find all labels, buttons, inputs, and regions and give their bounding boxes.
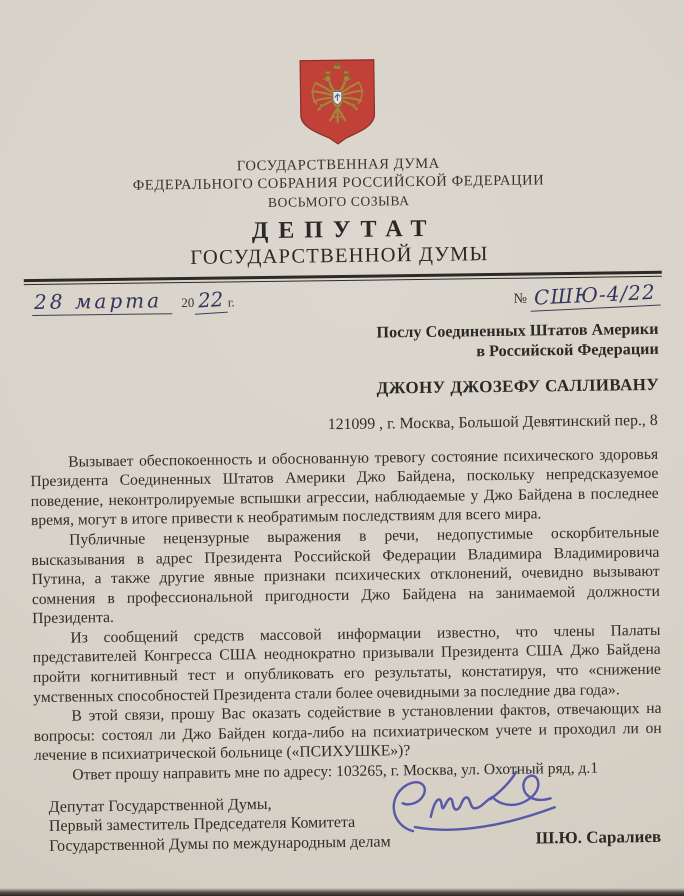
signature-block [49, 789, 662, 856]
photo-bottom-edge [0, 888, 684, 896]
date-year-suffix: г. [227, 295, 235, 310]
addressee-line1: Послу Соединенных Штатов Америки [376, 319, 659, 342]
body-paragraph-5: Ответ прошу направить мне по адресу: 103265, г. Москва, ул. Охотный ряд, д.1 [72, 759, 599, 784]
date-century-printed: 20 [181, 294, 195, 311]
signer-position-line3: Государственной Думы по международным делам [49, 833, 391, 855]
addressee-address: 121099 , г. Москва, Большой Девятинский пер., 8 [327, 411, 658, 433]
body-paragraph-4: В этой связи, прошу Вас оказать содействие в установлении фактов, отвечающих на вопросы: состоял ли Джо Байден когда-либо на психиатрическом учете и проходил ли он лечение в психиатрической больнице («ПСИХУШКЕ»)? [33, 700, 662, 765]
letterhead-org-line1: ГОСУДАРСТВЕННАЯ ДУМА [236, 155, 440, 175]
russia-coat-of-arms-icon [289, 55, 386, 148]
signer-position-line2: Первый заместитель Председателя Комитета [48, 813, 356, 835]
signer-position [49, 793, 391, 856]
body-paragraph-3: Из сообщений средств массовой информации известно, что члены Палаты представителей Конгресса США неоднократно призывали Президента США Джо Байдена пройти когнитивный тест и опубликовать его результаты, констатируя, что «снижение умственных способностей Президента стали более очевидными за последние два года». [32, 621, 662, 706]
number-handwritten: СШЮ-4/22 [530, 280, 661, 312]
number-label: № [513, 291, 527, 307]
addressee-block [0, 320, 659, 368]
letterhead-title-duma: ГОСУДАРСТВЕННОЙ ДУМЫ [190, 243, 489, 269]
addressee-line2: в Российской Федерации [476, 339, 659, 360]
addressee-name: ДЖОНУ ДЖОЗЕФУ САЛЛИВАНУ [376, 374, 660, 398]
document-number-field [513, 279, 660, 310]
date-day-month-handwritten: 28 марта [32, 288, 172, 316]
dateline [32, 279, 660, 316]
letter-body [30, 444, 662, 785]
letterhead-title-deputy: ДЕПУТАТ [251, 215, 437, 245]
letterhead-org-line2: ФЕДЕРАЛЬНОГО СОБРАНИЯ РОССИЙСКОЙ ФЕДЕРАЦИИ [132, 172, 545, 194]
body-paragraph-1: Вызывает обеспокоенность и обоснованную тревогу состояние психического здоровья Президента Соединенных Штатов Америки Джо Байдена, поскольку непредсказуемое поведение, неконтролируемые вспышки агрессии, наблюдаемые у Джо Байдена в последнее время, могут в итоге привести к необратимым последствиям для всего мира. [30, 445, 659, 530]
letterhead-org-line3: ВОСЬМОГО СОЗЫВА [267, 193, 410, 210]
signer-name: Ш.Ю. Саралиев [535, 826, 662, 848]
date-year-handwritten: 22 [194, 287, 229, 315]
body-paragraph-2: Публичные нецензурные выражения в речи, недопустимые оскорбительные высказывания в адрес Президента Российской Федерации Владимира Владимировича Путина, а также другие явные признаки психических отклонений, очевидно вызывают сомнения в профессиональной пригодности Джо Байдена на занимаемой должности Президента. [31, 523, 661, 628]
date-field [32, 287, 235, 316]
signer-position-line1: Депутат Государственной Думы, [48, 795, 272, 816]
